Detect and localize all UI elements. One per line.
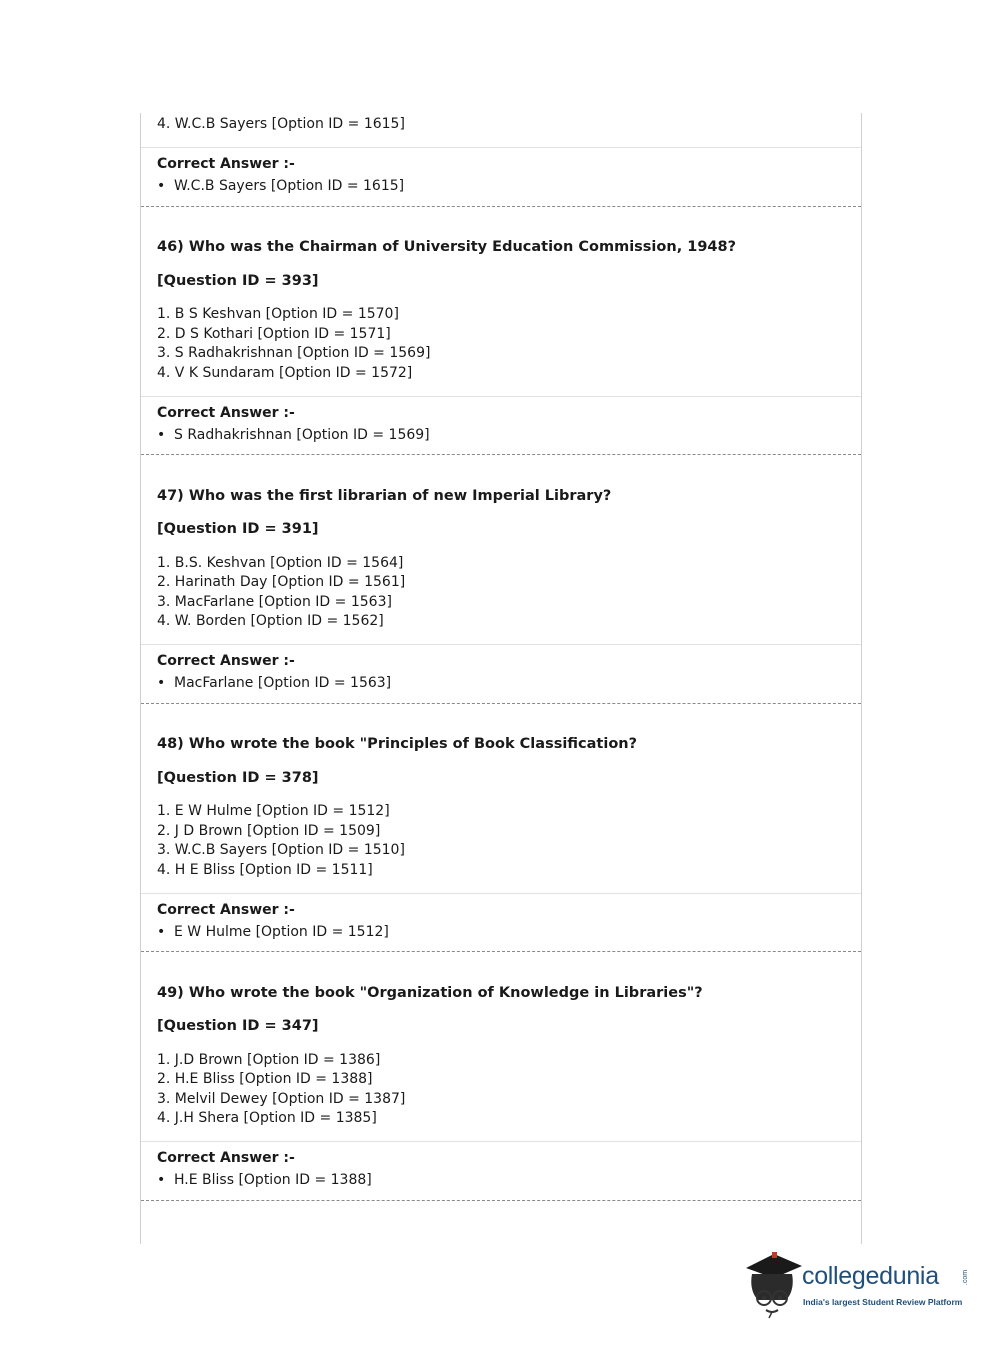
answer-value: W.C.B Sayers [Option ID = 1615] xyxy=(174,178,405,194)
logo-tagline: India's largest Student Review Platform xyxy=(803,1297,963,1307)
question-title: 48) Who wrote the book "Principles of Book Classification? xyxy=(157,736,638,752)
option-line: 1. J.D Brown [Option ID = 1386] xyxy=(157,1052,381,1068)
divider xyxy=(141,893,861,894)
answer-line xyxy=(157,1171,372,1189)
option-line: 2. J D Brown [Option ID = 1509] xyxy=(157,823,381,839)
option-line: 4. V K Sundaram [Option ID = 1572] xyxy=(157,365,413,381)
option-line: 4. W. Borden [Option ID = 1562] xyxy=(157,613,384,629)
question-id: [Question ID = 391] xyxy=(157,521,319,537)
answer-line xyxy=(157,426,430,444)
answer-value: H.E Bliss [Option ID = 1388] xyxy=(174,1172,372,1188)
option-line: 3. MacFarlane [Option ID = 1563] xyxy=(157,594,392,610)
option-line: 1. E W Hulme [Option ID = 1512] xyxy=(157,803,390,819)
bullet-icon: • xyxy=(157,1172,166,1188)
option-line: 3. W.C.B Sayers [Option ID = 1510] xyxy=(157,842,405,858)
answer-value: E W Hulme [Option ID = 1512] xyxy=(174,924,389,940)
collegedunia-mascot-icon xyxy=(742,1250,804,1320)
option-line: 2. H.E Bliss [Option ID = 1388] xyxy=(157,1071,373,1087)
question-separator xyxy=(141,206,861,207)
question-separator xyxy=(141,1200,861,1201)
option-line: 4. J.H Shera [Option ID = 1385] xyxy=(157,1110,377,1126)
option-line: 3. S Radhakrishnan [Option ID = 1569] xyxy=(157,345,431,361)
answer-line xyxy=(157,923,389,941)
answer-value: MacFarlane [Option ID = 1563] xyxy=(174,675,392,691)
answer-line xyxy=(157,674,391,692)
divider xyxy=(141,147,861,148)
option-line: 2. Harinath Day [Option ID = 1561] xyxy=(157,574,406,590)
answer-label: Correct Answer :- xyxy=(157,653,295,669)
answer-line xyxy=(157,177,404,195)
option-line: 2. D S Kothari [Option ID = 1571] xyxy=(157,326,391,342)
question-separator xyxy=(141,454,861,455)
bullet-icon: • xyxy=(157,427,166,443)
question-title: 46) Who was the Chairman of University Education Commission, 1948? xyxy=(157,239,737,255)
divider xyxy=(141,644,861,645)
option-line: 3. Melvil Dewey [Option ID = 1387] xyxy=(157,1091,406,1107)
divider xyxy=(141,396,861,397)
option-line: 1. B S Keshvan [Option ID = 1570] xyxy=(157,306,399,322)
answer-label: Correct Answer :- xyxy=(157,405,295,421)
question-title: 49) Who wrote the book "Organization of Knowledge in Libraries"? xyxy=(157,985,703,1001)
answer-label: Correct Answer :- xyxy=(157,156,295,172)
answer-label: Correct Answer :- xyxy=(157,902,295,918)
bullet-icon: • xyxy=(157,178,166,194)
answer-value: S Radhakrishnan [Option ID = 1569] xyxy=(174,427,430,443)
divider xyxy=(141,1141,861,1142)
question-id: [Question ID = 393] xyxy=(157,273,319,289)
question-separator xyxy=(141,951,861,952)
question-id: [Question ID = 347] xyxy=(157,1018,319,1034)
question-id: [Question ID = 378] xyxy=(157,770,319,786)
bullet-icon: • xyxy=(157,924,166,940)
option-line: 1. B.S. Keshvan [Option ID = 1564] xyxy=(157,555,404,571)
logo-suffix: .com xyxy=(962,1269,970,1286)
answer-label: Correct Answer :- xyxy=(157,1150,295,1166)
bullet-icon: • xyxy=(157,675,166,691)
logo-wordmark: collegedunia xyxy=(802,1262,939,1290)
question-title: 47) Who was the first librarian of new Imperial Library? xyxy=(157,488,612,504)
option-line: 4. W.C.B Sayers [Option ID = 1615] xyxy=(157,116,405,132)
option-line: 4. H E Bliss [Option ID = 1511] xyxy=(157,862,373,878)
question-separator xyxy=(141,703,861,704)
